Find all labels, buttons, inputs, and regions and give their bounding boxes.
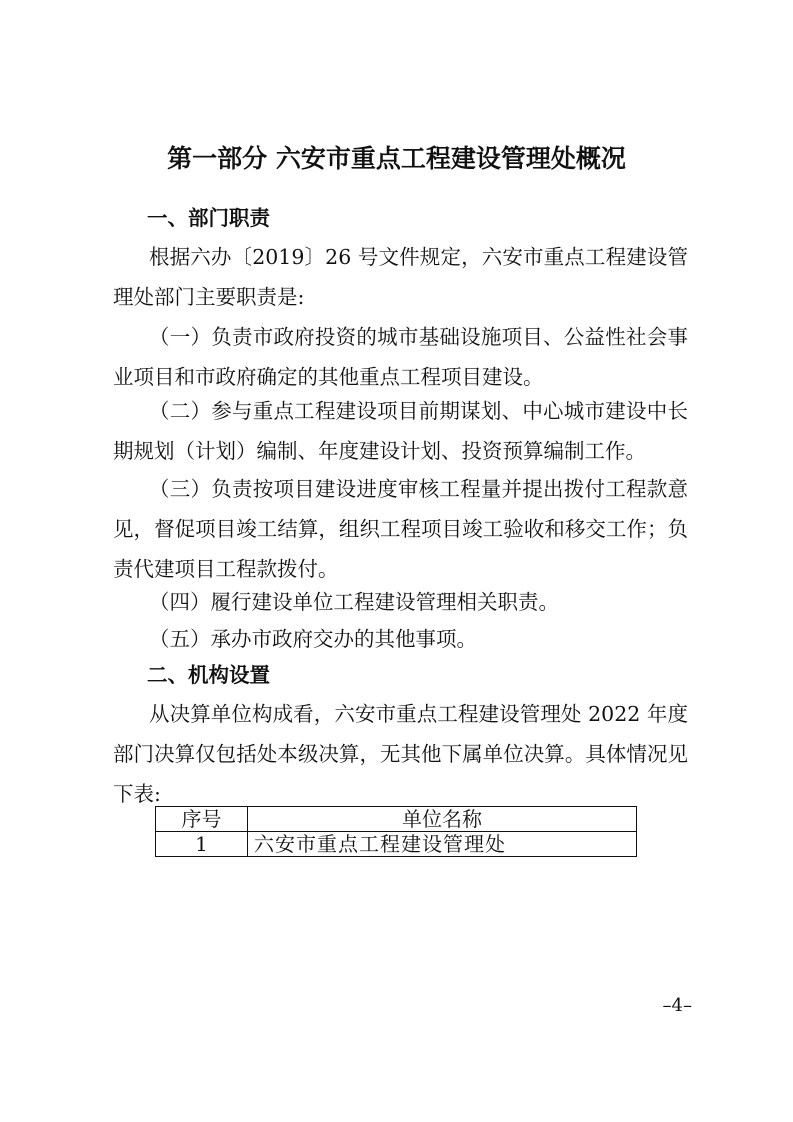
table-header-unit-name: 单位名称	[248, 807, 637, 832]
table-row	[156, 832, 637, 857]
table-header-row	[156, 807, 637, 832]
page-number: –4–	[662, 995, 692, 1016]
duty-item-4: （四）履行建设单位工程建设管理相关职责。	[149, 590, 559, 614]
table-header-seq: 序号	[156, 807, 248, 832]
table-cell-seq: 1	[156, 832, 248, 857]
table-cell-unit-name: 六安市重点工程建设管理处	[248, 832, 637, 857]
duties-intro-paragraph: 根据六办〔2019〕26 号文件规定，六安市重点工程建设管理处部门主要职责是:	[113, 245, 688, 309]
organization-intro-paragraph: 从决算单位构成看，六安市重点工程建设管理处 2022 年度部门决算仅包括处本级决算，无其他下属单位决算。具体情况见下表:	[113, 702, 688, 806]
duty-item-2: （二）参与重点工程建设项目前期谋划、中心城市建设中长期规划（计划）编制、年度建设计划、投资预算编制工作。	[113, 399, 688, 463]
unit-table	[155, 806, 637, 857]
page-title: 第一部分 六安市重点工程建设管理处概况	[167, 144, 626, 173]
duty-item-1: （一）负责市政府投资的城市基础设施项目、公益性社会事业项目和市政府确定的其他重点工程项目建设。	[113, 325, 688, 389]
duty-item-5: （五）承办市政府交办的其他事项。	[149, 627, 477, 651]
section-heading-duties: 一、部门职责	[147, 206, 270, 230]
duty-item-3: （三）负责按项目建设进度审核工程量并提出拨付工程款意见，督促项目竣工结算，组织工程项目竣工验收和移交工作；负责代建项目工程款拨付。	[113, 477, 688, 581]
section-heading-organization: 二、机构设置	[147, 663, 270, 687]
